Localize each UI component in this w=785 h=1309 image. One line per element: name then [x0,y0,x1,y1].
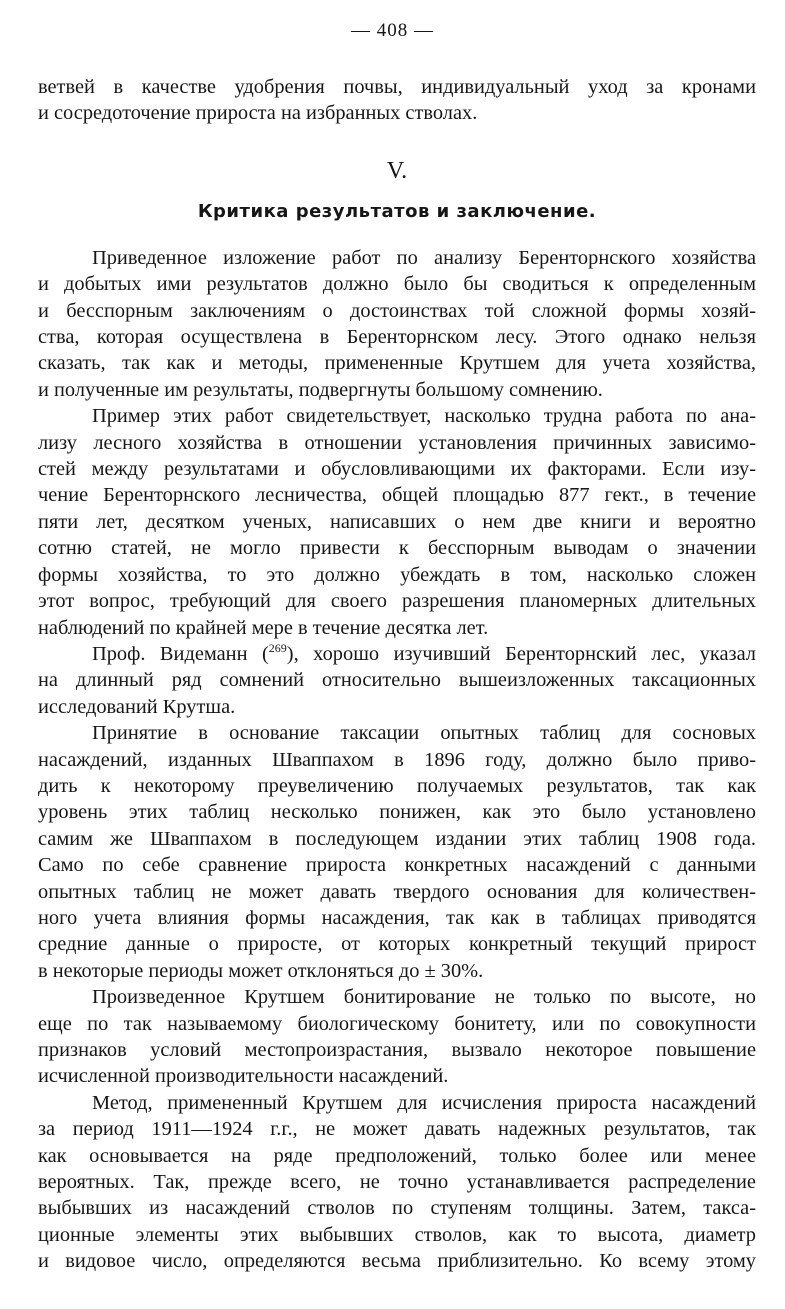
text-line: стей между результатами и обусловливающими их факторами. Если изу- [38,458,756,481]
text-line: Само по себе сравнение прироста конкретных насаждений с данными [38,854,756,877]
text-line: и бесспорным заключениям о достоинствах той сложной формы хозяй- [38,299,756,322]
text-line: как основывается на ряде предположений, только более или менее [38,1144,756,1167]
text-line: и добытых ими результатов должно было бы сводиться к определенным [38,273,756,296]
text-line: признаков условий местопроизрастания, вызвало некоторое повышение [38,1039,756,1061]
text-line: исчисленной производительности насаждений. [38,1065,449,1088]
text-line: исследований Крутша. [38,695,236,718]
paragraph [38,984,756,1090]
text-line: формы хозяйства, то это должно убеждать в том, насколько сложен [38,563,756,586]
text-line: и полученные им результаты, подвергнуты большому сомнению. [38,378,603,401]
text-line: наблюдений по крайней мере в течение десятка лет. [38,616,489,639]
text-line: ционные элементы этих выбывших стволов, как то высота, диаметр [38,1223,756,1246]
text-line: лизу лесного хозяйства в отношении установления причинных зависимо- [38,431,756,454]
text-line: самим же Шваппахом в последующем издании этих таблиц 1908 года. [38,827,756,850]
text-line: опытных таблиц не может давать твердого основания для количествен- [38,880,756,903]
text-line: чение Беренторнского лесничества, общей площадью 877 гект., в течение [38,484,756,507]
section-numeral: V. [386,157,408,184]
text-line: еще по так называемому биологическому бонитету, или по совокупности [38,1012,756,1035]
text-line: и сосредоточение прироста на избранных стволах. [38,102,478,125]
text-line: выбывших из насаждений стволов по ступеням толщины. Затем, такса- [38,1197,756,1220]
text-line: уровень этих таблиц несколько понижен, как это было установлено [38,801,756,824]
text-fragment: Проф. Видеманн ( [92,642,269,665]
text-line: Метод, примененный Крутшем для исчисления прироста насаждений [92,1091,756,1114]
page-number: — 408 — [351,20,434,41]
text-line: сотню статей, не могло привести к бесспорным выводам о значении [38,537,756,560]
paragraph [38,403,756,641]
text-line [38,641,756,667]
section-title: Критика результатов и заключение. [197,200,597,222]
text-line: Принятие в основание таксации опытных таблиц для сосновых [92,722,756,745]
text-line: насаждений, изданных Шваппахом в 1896 году, должно было приво- [38,748,756,771]
text-line: ветвей в качестве удобрения почвы, индивидуальный уход за кронами [38,76,756,98]
text-body [38,74,756,1275]
text-line: ного учета влияния формы насаждения, так как в таблицах приводятся [38,906,756,929]
text-line: этот вопрос, требующий для своего разрешения планомерных длительных [38,590,756,613]
text-line: дить к некоторому преувеличению получаемых результатов, так как [38,774,756,797]
text-line: и видовое число, определяются весьма приблизительно. Ко всему этому [38,1250,756,1273]
text-line: за период 1911—1924 г.г., не может давать надежных результатов, так [38,1118,756,1141]
text-line: Произведенное Крутшем бонитирование не только по высоте, но [92,986,756,1009]
paragraph [38,1090,756,1275]
paragraph [38,720,756,984]
text-line: пяти лет, десятком ученых, написавших о нем две книги и вероятно [38,510,756,533]
text-line: средние данные о приросте, от которых конкретный текущий прирост [38,933,756,956]
footnote-reference: 269 [268,640,287,655]
text-fragment: ), хорошо изучивший Беренторнский лес, указал [286,642,756,665]
text-line: на длинный ряд сомнений относительно вышеизложенных таксационных [38,669,756,692]
text-line: ства, которая осуществлена в Беренторнском лесу. Этого однако нельзя [38,326,756,349]
paragraph [38,245,756,403]
text-line: Приведенное изложение работ по анализу Беренторнского хозяйства [92,246,756,269]
text-line: Пример этих работ свидетельствует, насколько трудна работа по ана- [92,405,756,428]
text-line: вероятных. Так, прежде всего, не точно устанавливается распределение [38,1171,756,1194]
paragraph [38,641,756,720]
text-line: в некоторые периоды может отклоняться до ± 30%. [38,959,484,982]
text-line: сказать, так как и методы, примененные Крутшем для учета хозяйства, [38,352,756,375]
